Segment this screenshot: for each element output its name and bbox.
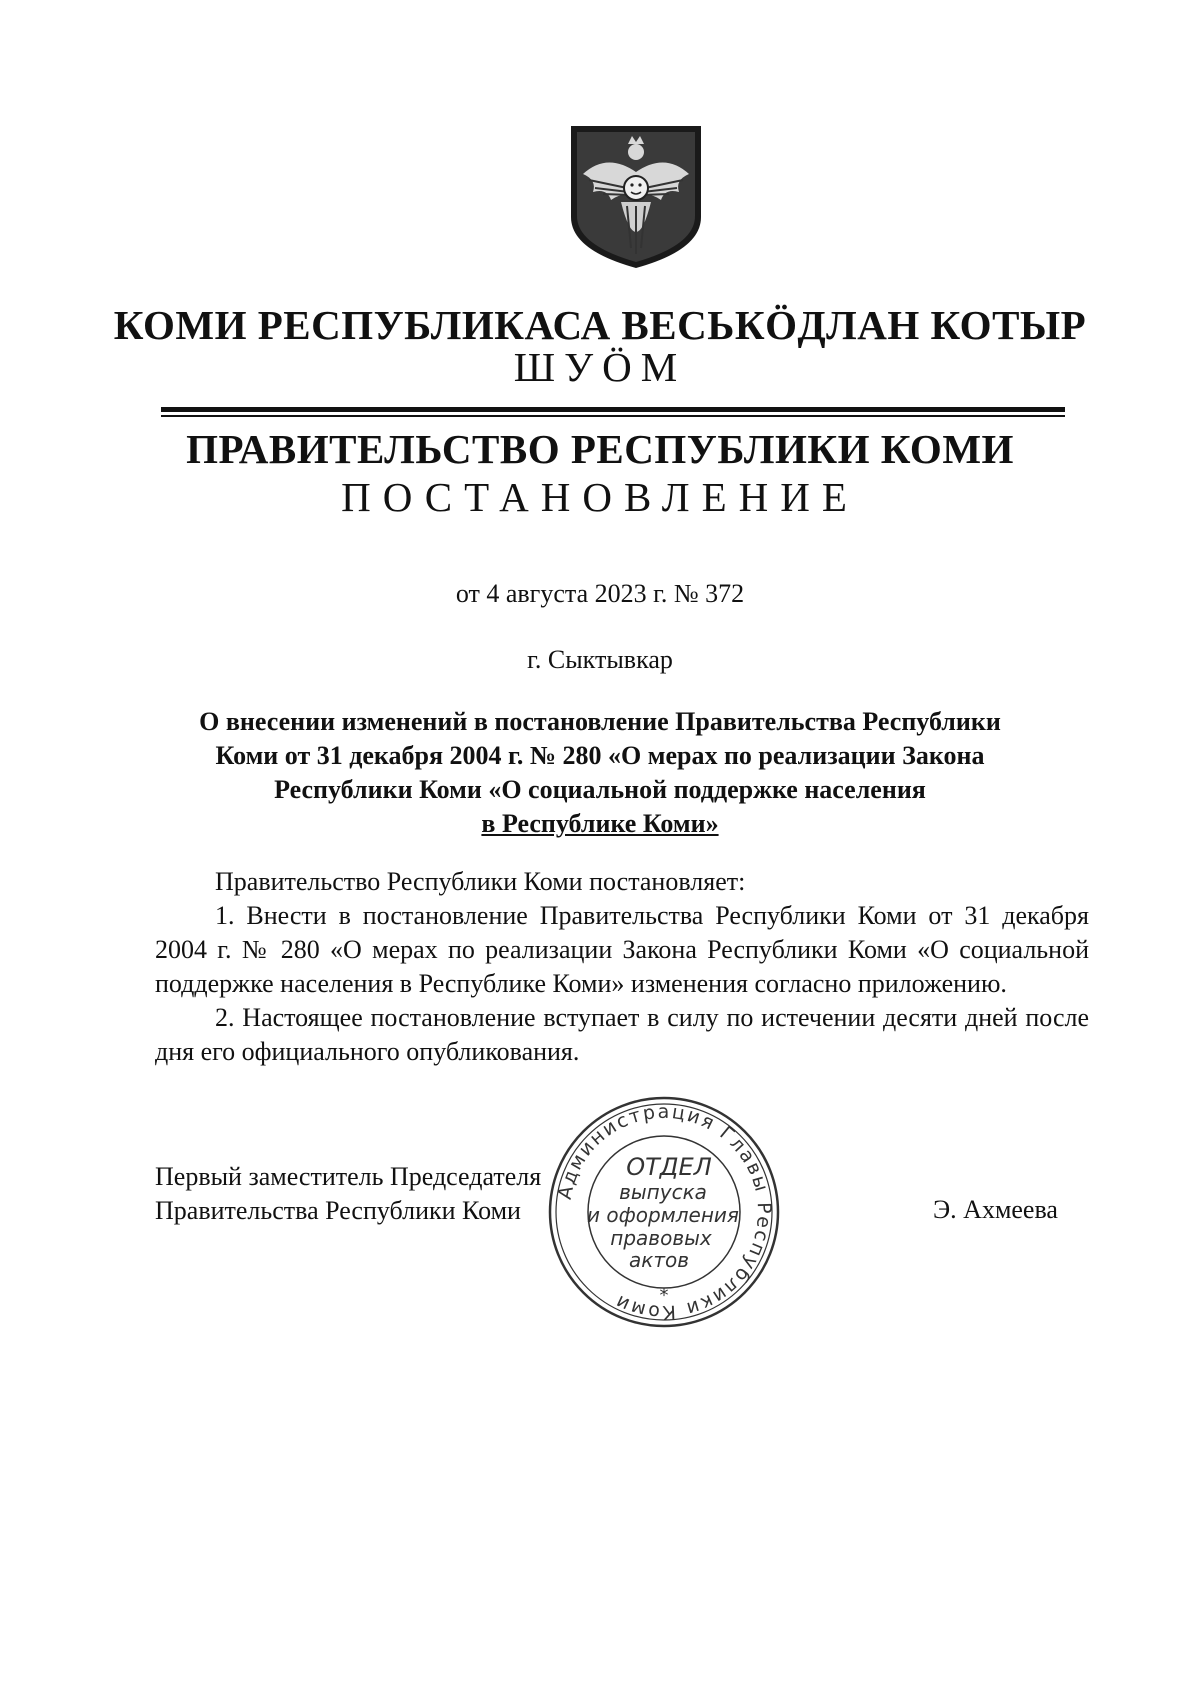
subject-line: Республики Коми «О социальной поддержке населения bbox=[274, 775, 926, 804]
coat-of-arms-icon bbox=[567, 122, 705, 272]
komi-subtitle: ШУӦМ bbox=[513, 344, 687, 390]
subject-line: О внесении изменений в постановление Правительства Республики bbox=[199, 707, 1001, 736]
stamp-line: актов bbox=[628, 1248, 690, 1272]
signer-position-line: Правительства Республики Коми bbox=[155, 1196, 521, 1225]
government-title: ПРАВИТЕЛЬСТВО РЕСПУБЛИКИ КОМИ bbox=[186, 426, 1014, 472]
header-divider-thick bbox=[161, 407, 1065, 412]
body-item-1: 1. Внести в постановление Правительства Республики Коми от 31 декабря 2004 г. № 280 «О мерах по реализации Закона Республики Коми «О социальной поддержке населения в Республике Коми» изменения согласно приложению. bbox=[155, 901, 1089, 998]
decree-subject bbox=[0, 705, 1200, 841]
stamp-ring-text: Администрация Главы Республики Коми bbox=[553, 1100, 776, 1324]
stamp-line: и оформления bbox=[587, 1203, 739, 1227]
subject-line-underlined: в Республике Коми» bbox=[481, 809, 719, 838]
komi-title: КОМИ РЕСПУБЛИКАСА ВЕСЬКӦДЛАН КОТЫР bbox=[113, 302, 1087, 348]
decree-type: ПОСТАНОВЛЕНИЕ bbox=[341, 474, 859, 520]
stamp-star: * bbox=[659, 1285, 669, 1306]
decree-body bbox=[155, 865, 1089, 1069]
body-intro: Правительство Республики Коми постановляет: bbox=[215, 867, 746, 896]
body-item-2: 2. Настоящее постановление вступает в силу по истечении десяти дней после дня его официального опубликования. bbox=[155, 1003, 1089, 1066]
subject-line: Коми от 31 декабря 2004 г. № 280 «О мерах по реализации Закона bbox=[215, 741, 985, 770]
signer-position bbox=[155, 1160, 541, 1228]
signer-position-line: Первый заместитель Председателя bbox=[155, 1162, 542, 1191]
stamp-line: выпуска bbox=[619, 1180, 707, 1204]
stamp-line: ОТДЕЛ bbox=[626, 1153, 712, 1181]
signer-name: Э. Ахмеева bbox=[933, 1195, 1058, 1224]
official-stamp-icon bbox=[545, 1093, 783, 1331]
stamp-line: правовых bbox=[610, 1226, 712, 1250]
decree-city: г. Сыктывкар bbox=[527, 645, 673, 674]
header-divider-thin bbox=[161, 415, 1065, 417]
decree-date-number: от 4 августа 2023 г. № 372 bbox=[455, 579, 745, 608]
